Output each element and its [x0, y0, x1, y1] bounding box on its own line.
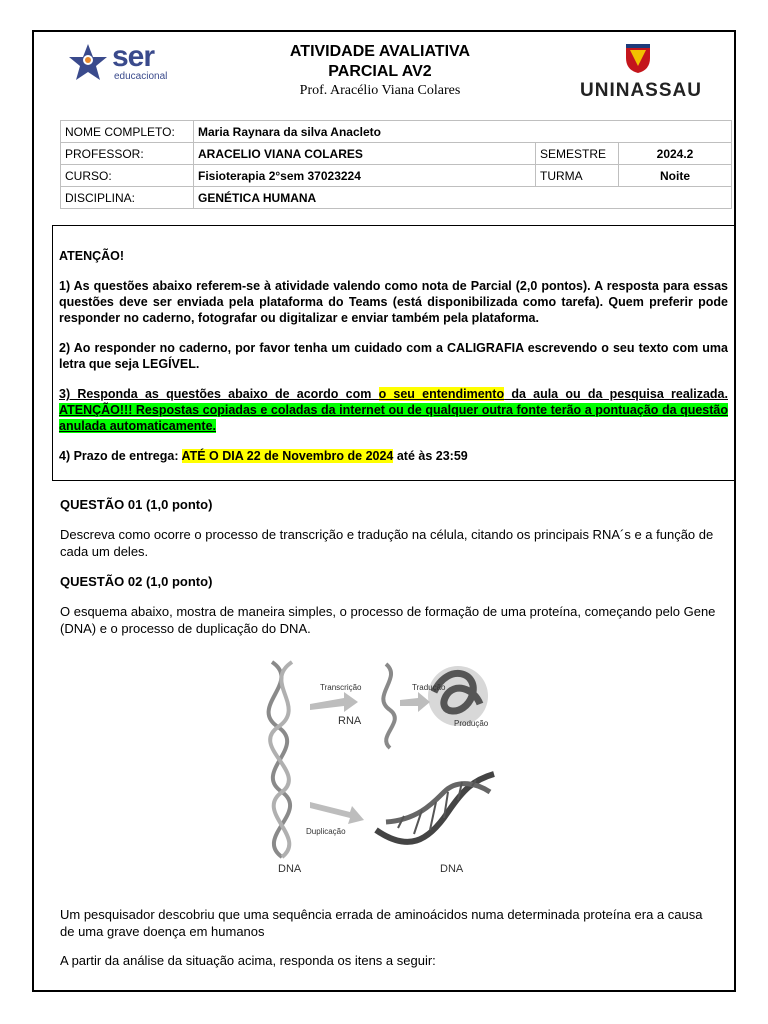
attention-box [52, 225, 736, 481]
curso-value: Fisioterapia 2°sem 37023224 [194, 165, 536, 187]
attention-item-3 [59, 386, 728, 434]
table-row [61, 187, 732, 209]
disciplina-label: DISCIPLINA: [61, 187, 194, 209]
question-2-text: O esquema abaixo, mostra de maneira simples, o processo de formação de uma proteína, começando pelo Gene (DNA) e o processo de duplicação do DNA. [60, 604, 716, 636]
question-1-text: Descreva como ocorre o processo de transcrição e tradução na célula, citando os principais RNA´s e a função de cada um deles. [60, 527, 714, 559]
question-2-title: QUESTÃO 02 (1,0 ponto) [60, 574, 213, 589]
attention-item-4 [59, 448, 728, 464]
item3-text-b: da aula ou da pesquisa realizada. [504, 387, 728, 401]
ser-star-icon [66, 42, 110, 88]
question-2-instruction: A partir da análise da situação acima, responda os itens a seguir: [60, 953, 436, 968]
label-producao: Produção [454, 719, 489, 728]
table-row [61, 121, 732, 143]
question-1-title: QUESTÃO 01 (1,0 ponto) [60, 497, 213, 512]
ser-educacional-logo [66, 40, 166, 90]
table-row [61, 165, 732, 187]
semestre-label: SEMESTRE [536, 143, 619, 165]
protein-synthesis-diagram [258, 652, 508, 886]
title-line-2: PARCIAL AV2 [328, 63, 432, 80]
label-rna: RNA [338, 715, 362, 727]
ser-logo-word: ser [112, 40, 155, 73]
uninassau-logo [580, 42, 710, 102]
attention-item-2: 2) Ao responder no caderno, por favor tenha um cuidado com a CALIGRAFIA escrevendo o seu texto com uma letra que seja LEGÍVEL. [59, 341, 728, 371]
title-block [200, 42, 560, 100]
disciplina-value: GENÉTICA HUMANA [194, 187, 732, 209]
uninassau-shield-icon [624, 42, 652, 74]
ser-logo-sub: educacional [114, 71, 168, 82]
semestre-value: 2024.2 [619, 143, 732, 165]
curso-label: CURSO: [61, 165, 194, 187]
professor-label: PROFESSOR: [61, 143, 194, 165]
turma-value: Noite [619, 165, 732, 187]
item3-warning: ATENÇÃO!!! Respostas copiadas e coladas da internet ou de qualquer outra fonte terão a pontuação da questão anulada automaticamente. [59, 403, 728, 433]
protein-ribbon [428, 666, 488, 726]
label-transcricao: Transcrição [320, 683, 362, 692]
title-line-1: ATIVIDADE AVALIATIVA [289, 43, 471, 60]
label-traducao: Tradução [412, 683, 446, 692]
item4-deadline: ATÉ O DIA 22 de Novembro de 2024 [181, 449, 394, 463]
item3-text-a: 3) Responda as questões abaixo de acordo com [59, 387, 379, 401]
professor-line: Prof. Aracélio Viana Colares [299, 83, 461, 98]
professor-value: ARACELIO VIANA COLARES [194, 143, 536, 165]
label-duplicacao: Duplicação [306, 827, 346, 836]
attention-heading: ATENÇÃO! [59, 249, 125, 263]
document-header [60, 40, 710, 105]
item3-highlight: o seu entendimento [378, 387, 505, 401]
attention-item-1: 1) As questões abaixo referem-se à atividade valendo como nota de Parcial (2,0 pontos). A resposta para essas questões deve ser enviada pela plataforma do Teams (está disponibilizada como tarefa). Quem preferir pode responder no caderno, fotografar ou digitalizar e enviar também pela plataforma. [59, 279, 728, 325]
item4-text-b: até às 23:59 [393, 449, 468, 463]
question-2-context: Um pesquisador descobriu que uma sequência errada de aminoácidos numa determinada proteína era a causa de uma grave doença em humanos [60, 907, 703, 939]
uninassau-logo-word: UNINASSAU [580, 80, 702, 101]
turma-label: TURMA [536, 165, 619, 187]
nome-label: NOME COMPLETO: [61, 121, 194, 143]
label-dna-left: DNA [278, 863, 302, 875]
nome-value: Maria Raynara da silva Anacleto [194, 121, 732, 143]
item4-text-a: 4) Prazo de entrega: [59, 449, 182, 463]
table-row [61, 143, 732, 165]
label-dna-right: DNA [440, 863, 464, 875]
student-info-table [60, 120, 732, 209]
